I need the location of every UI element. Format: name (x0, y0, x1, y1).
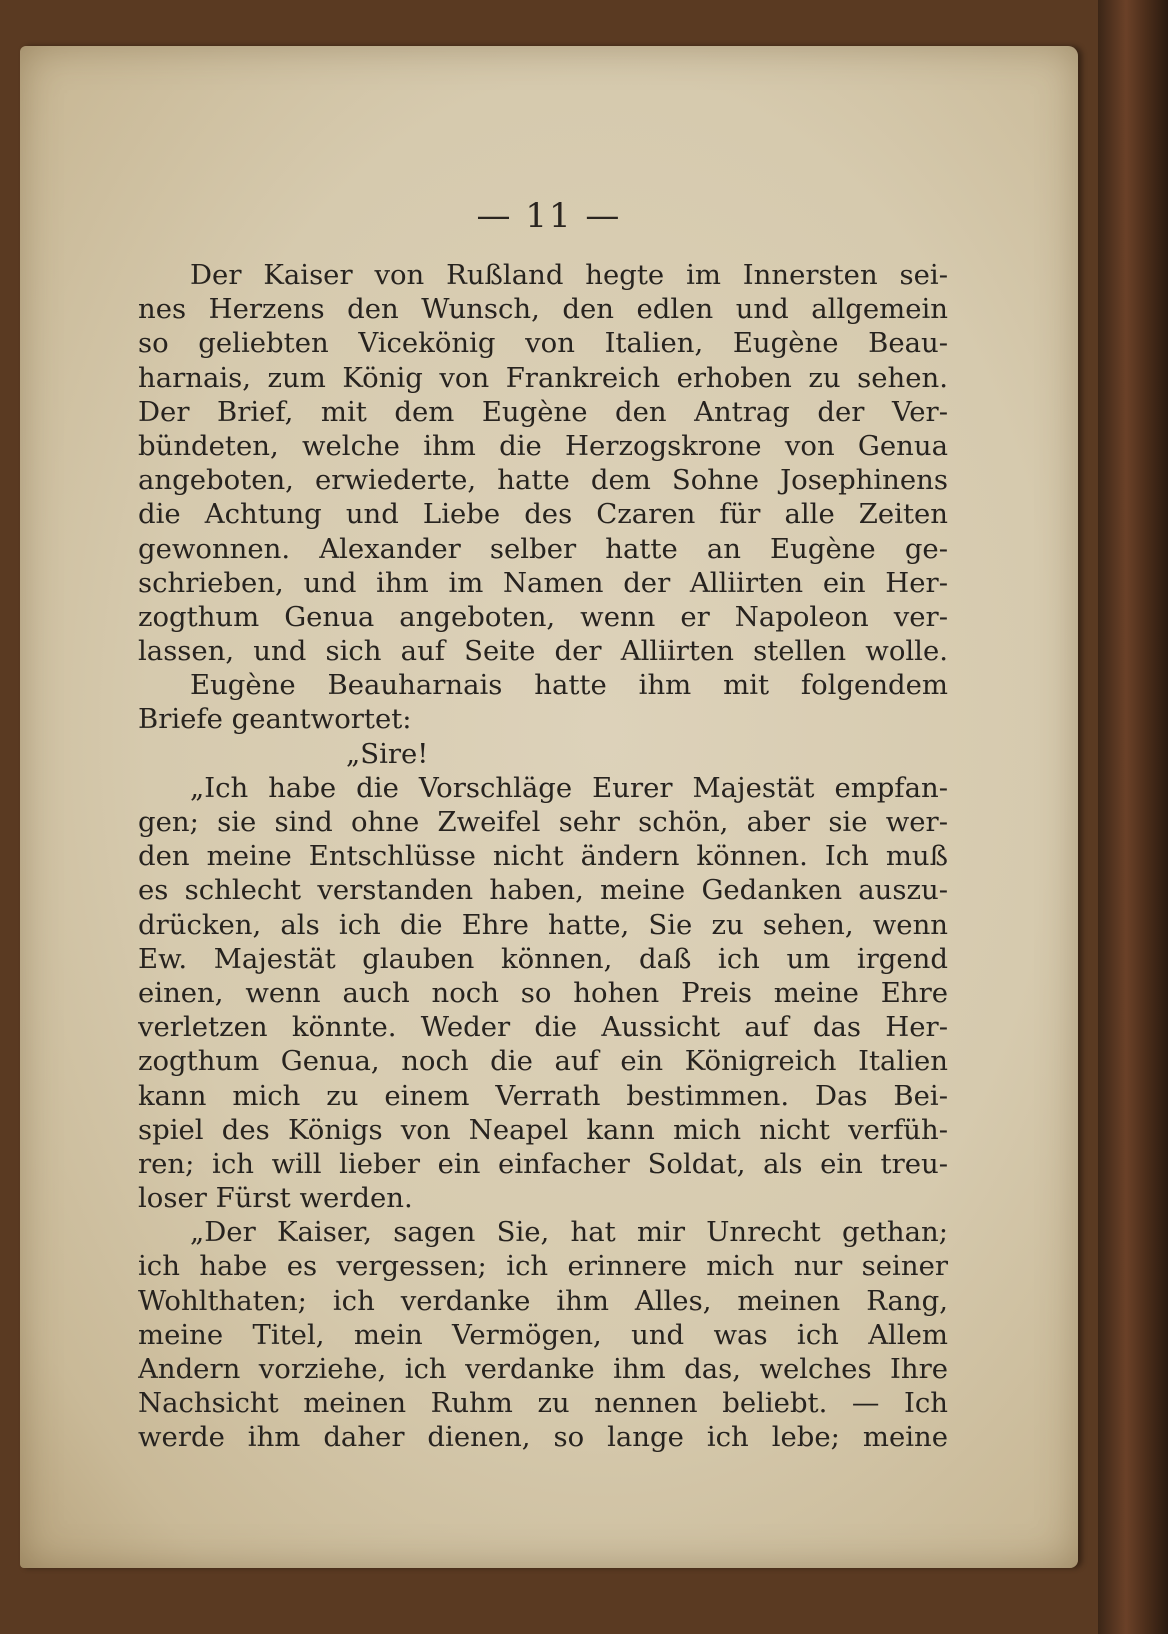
text-line: zogthum Genua angeboten, wenn er Napoleon ver- (138, 600, 948, 633)
text-line: werde ihm daher dienen, so lange ich lebe; meine (138, 1421, 948, 1454)
text-line: bündeten, welche ihm die Herzogskrone von Genua (138, 429, 948, 462)
text-line: schrieben, und ihm im Namen der Alliirten ein Her- (138, 566, 948, 599)
text-line: nes Herzens den Wunsch, den edlen und allgemein (138, 293, 948, 326)
text-line: zogthum Genua, noch die auf ein Königreich Italien (138, 1045, 948, 1078)
text-line: meine Titel, mein Vermögen, und was ich Allem (138, 1318, 948, 1351)
text-line: Ew. Majestät glauben können, daß ich um irgend (138, 942, 948, 975)
text-line: spiel des Königs von Neapel kann mich nicht verfüh- (138, 1113, 948, 1146)
text-line: Wohlthaten; ich verdanke ihm Alles, meinen Rang, (138, 1284, 948, 1317)
text-line: den meine Entschlüsse nicht ändern können. Ich muß (138, 840, 948, 873)
page-number: — 11 — (476, 196, 622, 236)
text-line: Andern vorziehe, ich verdanke ihm das, welches Ihre (138, 1353, 948, 1385)
text-line: es schlecht verstanden haben, meine Gedanken auszu- (138, 874, 948, 907)
text-line: lassen, und sich auf Seite der Alliirten stellen wolle. (138, 635, 948, 668)
text-line: ich habe es vergessen; ich erinnere mich nur seiner (138, 1250, 948, 1283)
text-line: „Der Kaiser, sagen Sie, hat mir Unrecht gethan; (190, 1216, 948, 1249)
body-text (138, 258, 948, 1455)
text-line: „Ich habe die Vorschläge Eurer Majestät empfan- (190, 771, 948, 804)
book-binding-board (1098, 0, 1168, 1634)
text-line: verletzen könnte. Weder die Aussicht auf das Her- (138, 1011, 948, 1044)
text-line: loser Fürst werden. (138, 1182, 413, 1215)
text-line: Nachsicht meinen Ruhm zu nennen beliebt. — Ich (138, 1387, 948, 1420)
text-line: gewonnen. Alexander selber hatte an Eugène ge- (138, 532, 948, 565)
text-line: angeboten, erwiederte, hatte dem Sohne Josephinens (138, 464, 948, 497)
text-line: Der Brief, mit dem Eugène den Antrag der Ver- (138, 395, 948, 428)
text-line: harnais, zum König von Frankreich erhoben zu sehen. (138, 361, 948, 394)
text-line: die Achtung und Liebe des Czaren für alle Zeiten (138, 498, 948, 531)
text-line: ren; ich will lieber ein einfacher Soldat, als ein treu- (138, 1147, 948, 1180)
salutation-line: „Sire! (346, 737, 429, 770)
text-line: so geliebten Vicekönig von Italien, Eugène Beau- (138, 327, 948, 360)
text-line: Eugène Beauharnais hatte ihm mit folgendem (190, 669, 948, 702)
text-line: Der Kaiser von Rußland hegte im Innersten sei- (190, 259, 948, 291)
text-line: kann mich zu einem Verrath bestimmen. Das Bei- (138, 1079, 948, 1112)
text-line: gen; sie sind ohne Zweifel sehr schön, aber sie wer- (138, 806, 948, 838)
text-line: drücken, als ich die Ehre hatte, Sie zu sehen, wenn (138, 908, 948, 941)
text-line: einen, wenn auch noch so hohen Preis meine Ehre (138, 976, 948, 1009)
paper-page (20, 46, 1078, 1568)
text-line: Briefe geantwortet: (138, 703, 412, 736)
